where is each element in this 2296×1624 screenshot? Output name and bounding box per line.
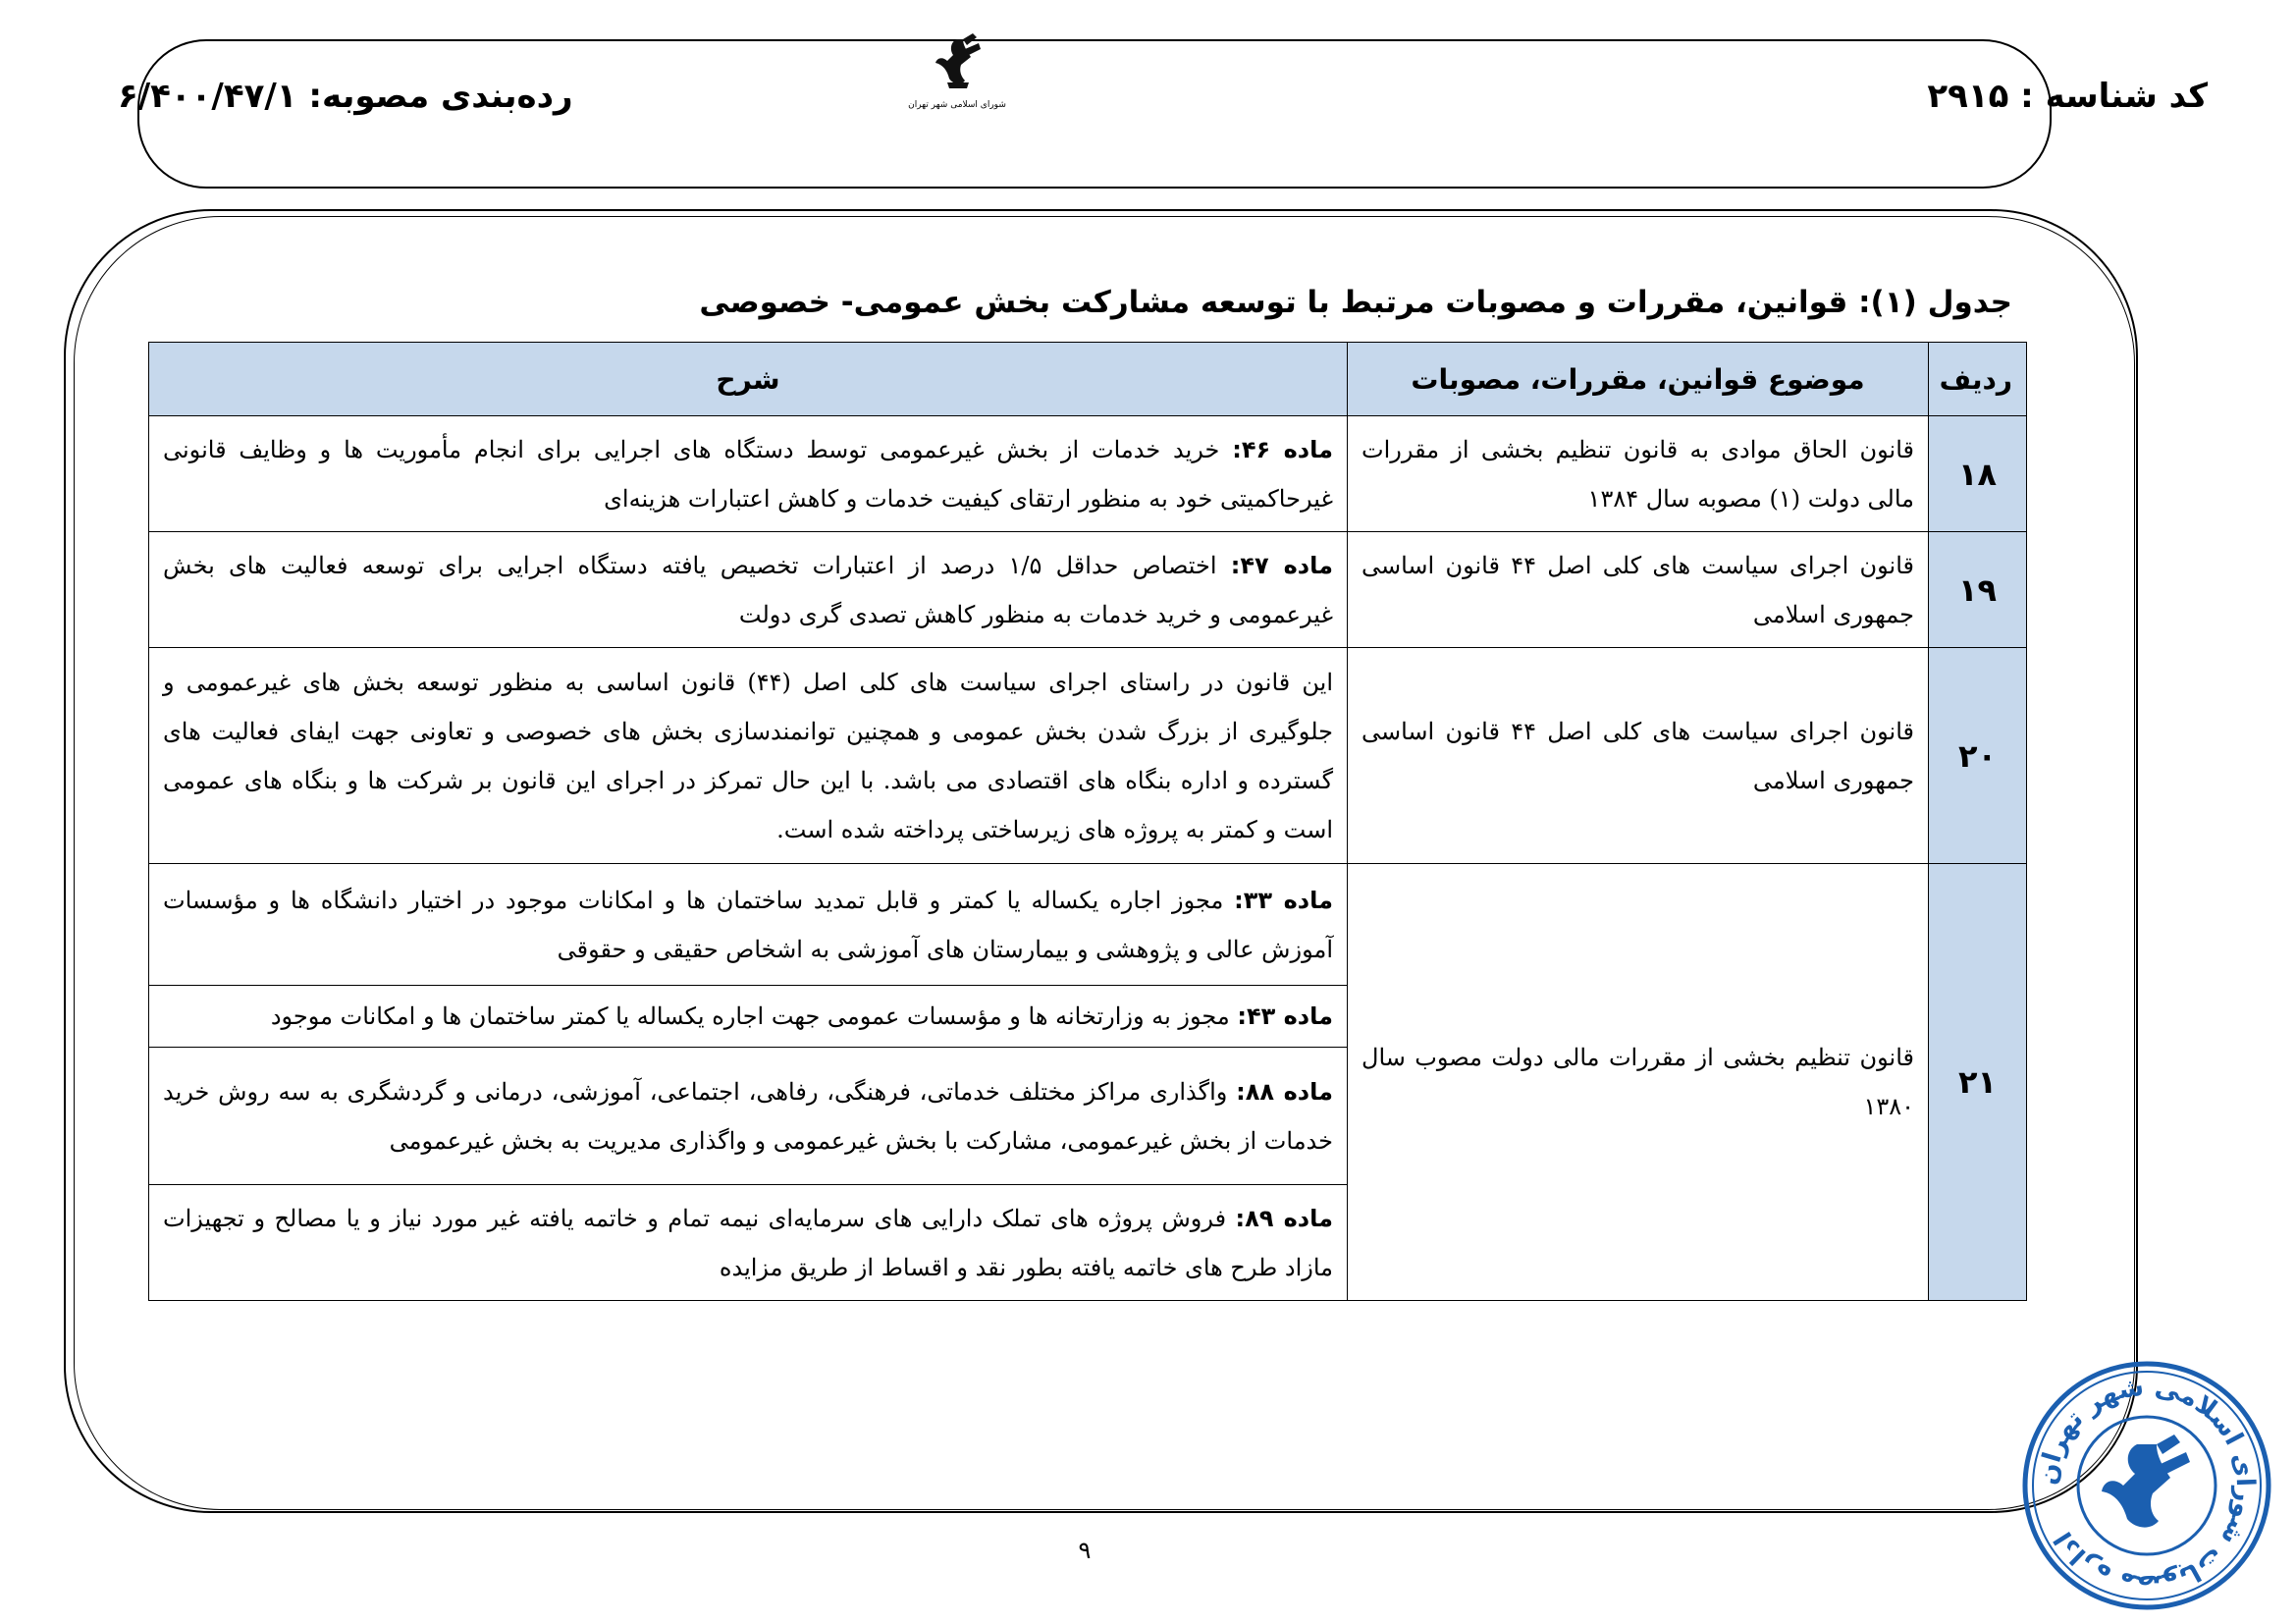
row-subject: قانون اجرای سیاست های کلی اصل ۴۴ قانون اساسی جمهوری اسلامی <box>1348 648 1929 864</box>
page-number: ۹ <box>1078 1537 1092 1564</box>
row-number: ۲۰ <box>1929 648 2027 864</box>
row-description <box>149 1185 1348 1301</box>
council-logo <box>908 27 1006 126</box>
table-row-21 <box>149 864 2027 986</box>
row-subject: قانون اجرای سیاست های کلی اصل ۴۴ قانون اساسی جمهوری اسلامی <box>1348 532 1929 648</box>
row-description <box>149 986 1348 1048</box>
table-row-20 <box>149 648 2027 864</box>
article-text: مجوز به وزارتخانه ها و مؤسسات عمومی جهت اجاره یکساله یا کمتر ساختمان ها و امکانات موجود <box>270 1002 1230 1030</box>
code-id: کد شناسه : ۲۹۱۵ <box>1927 77 2208 116</box>
row-description <box>149 864 1348 986</box>
row-description <box>149 1048 1348 1185</box>
row-description: این قانون در راستای اجرای سیاست های کلی اصل (۴۴) قانون اساسی به منظور توسعه بخش های غیرعمومی و جلوگیری از بزرگ شدن بخش عمومی و همچنین توانمندسازی بخش های خصوصی و تعاونی جهت ایفای فعالیت های گسترده و اداره بنگاه های اقتصادی می باشد. با این حال تمرکز در اجرای این قانون بر شرکت ها و بنگاه های عمومی است و کمتر به پروژه های زیرساختی پرداخته شده است. <box>149 648 1348 864</box>
header-row-number: ردیف <box>1929 343 2027 416</box>
header-description: شرح <box>149 343 1348 416</box>
row-number: ۲۱ <box>1929 864 2027 1301</box>
article-label: ماده ۴۶: <box>1232 435 1333 463</box>
table-row-18 <box>149 416 2027 532</box>
official-seal <box>2018 1357 2275 1614</box>
article-label: ماده ۴۳: <box>1237 1002 1333 1030</box>
table-row-19 <box>149 532 2027 648</box>
official-seal-icon <box>2018 1357 2275 1614</box>
article-label: ماده ۸۹: <box>1235 1204 1333 1232</box>
article-text: خرید خدمات از بخش غیرعمومی توسط دستگاه های اجرایی برای انجام مأموریت ها و وظایف قانونی غیرحاکمیتی خود به منظور ارتقای کیفیت خدمات و کاهش اعتبارات هزینه‌ای <box>163 435 1333 513</box>
article-text: مجوز اجاره یکساله یا کمتر و قابل تمدید ساختمان ها و امکانات موجود در اختیار دانشگاه ها و مؤسسات آموزش عالی و پژوهشی و بیمارستان های آموزشی به اشخاص حقیقی و حقوقی <box>163 886 1333 963</box>
article-label: ماده ۳۳: <box>1234 886 1333 914</box>
row-description <box>149 532 1348 648</box>
logo-caption: شورای اسلامی شهر تهران <box>908 100 1006 110</box>
article-label: ماده ۸۸: <box>1236 1077 1333 1106</box>
table-title: جدول (۱): قوانین، مقررات و مصوبات مرتبط با توسعه مشارکت بخش عمومی- خصوصی <box>699 285 2012 320</box>
article-label: ماده ۴۷: <box>1230 551 1333 579</box>
row-subject: قانون الحاق موادی به قانون تنظیم بخشی از مقررات مالی دولت (۱) مصوبه سال ۱۳۸۴ <box>1348 416 1929 532</box>
row-description <box>149 416 1348 532</box>
laws-table <box>148 342 2027 1301</box>
row-number: ۱۸ <box>1929 416 2027 532</box>
row-subject: قانون تنظیم بخشی از مقررات مالی دولت مصوب سال ۱۳۸۰ <box>1348 864 1929 1301</box>
council-logo-icon <box>908 27 1006 98</box>
row-number: ۱۹ <box>1929 532 2027 648</box>
article-text: فروش پروژه های تملک دارایی های سرمایه‌ای نیمه تمام و خاتمه یافته غیر مورد نیاز و یا مصالح و تجهیزات مازاد طرح های خاتمه یافته بطور نقد و اقساط از طریق مزایده <box>163 1204 1333 1281</box>
seal-text: اداره مصوبات شورای اسلامی شهر تهران <box>2033 1372 2261 1599</box>
article-text: اختصاص حداقل ۱/۵ درصد از اعتبارات تخصیص یافته دستگاه اجرایی برای توسعه فعالیت های بخش غیرعمومی و خرید خدمات به منظور کاهش تصدی گری دولت <box>163 551 1333 628</box>
table-header-row <box>149 343 2027 416</box>
article-text: واگذاری مراکز مختلف خدماتی، فرهنگی، رفاهی، اجتماعی، آموزشی، درمانی و گردشگری به سه روش خرید خدمات از بخش غیرعمومی، مشارکت با بخش غیرعمومی و واگذاری مدیریت به بخش غیرعمومی <box>163 1077 1333 1155</box>
header-subject: موضوع قوانین، مقررات، مصوبات <box>1348 343 1929 416</box>
classification-number: رده‌بندی مصوبه: ۶/۴۰۰/۴۷/۱ <box>118 77 573 116</box>
